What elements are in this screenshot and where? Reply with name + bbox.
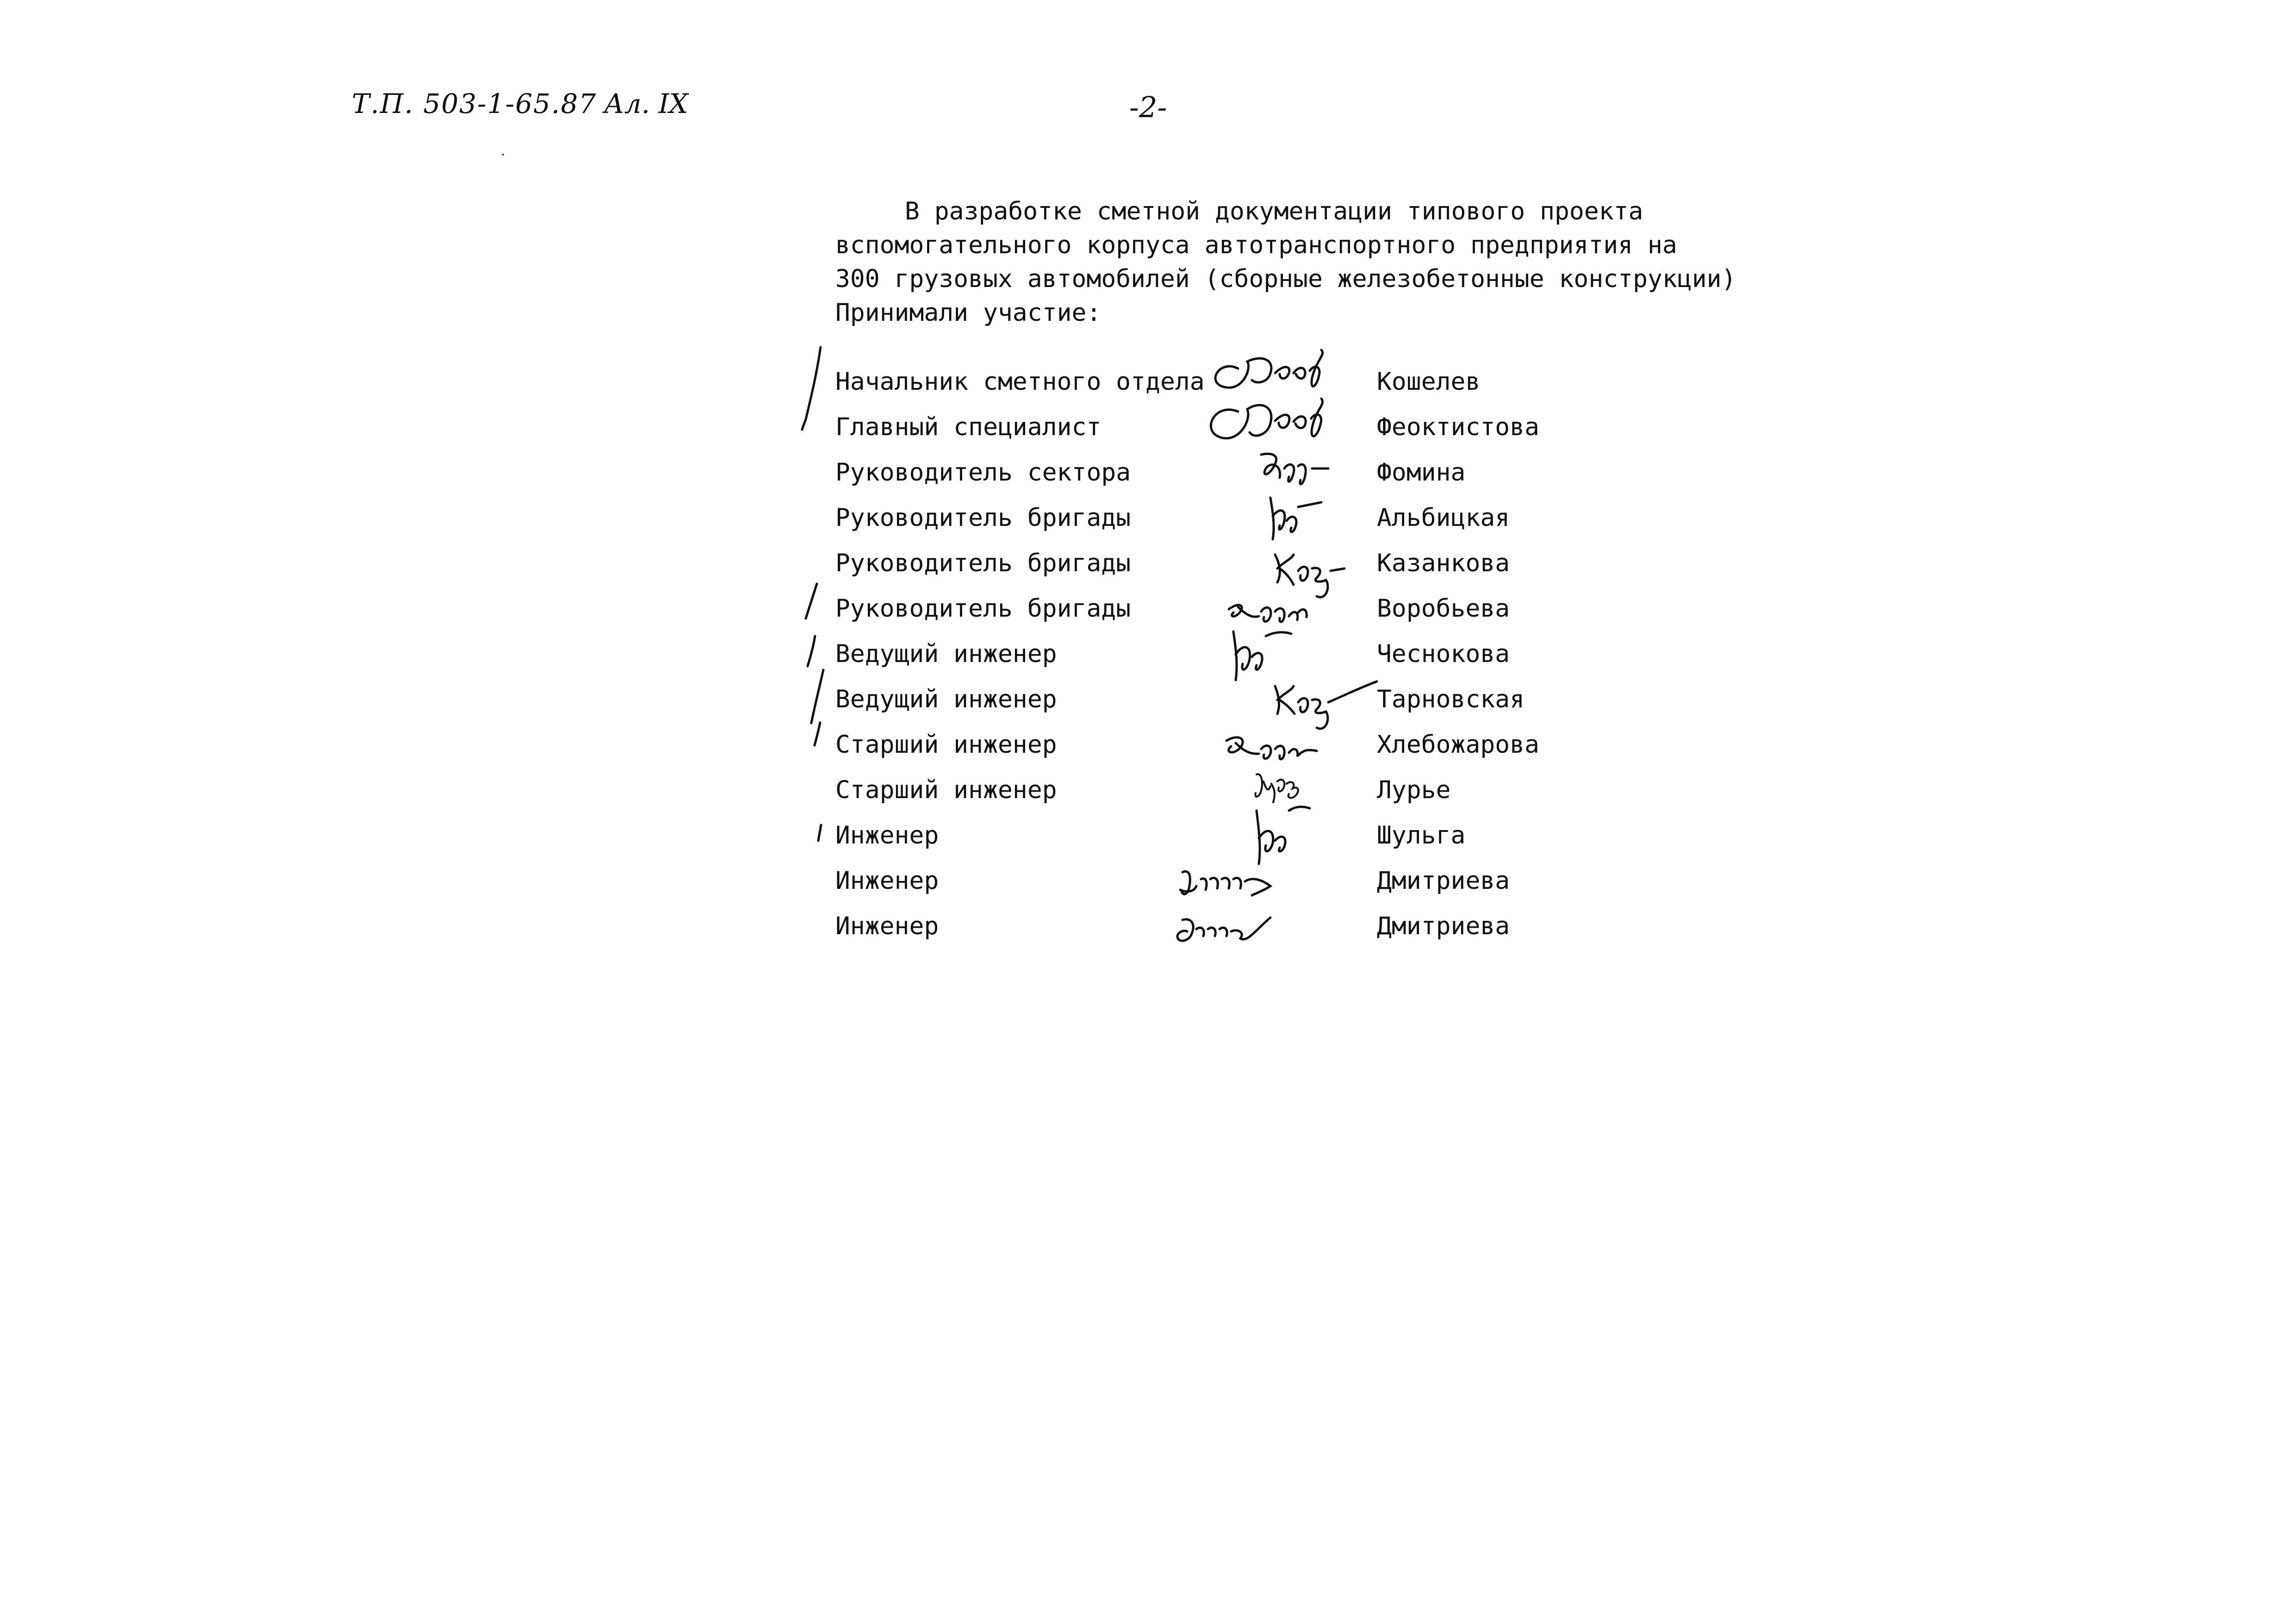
intro-line-1: В разработке сметной документации типового проекта — [905, 197, 1643, 225]
staff-role: Главный специалист — [835, 413, 1101, 441]
staff-name: Дмитриева — [1377, 912, 1510, 940]
check-mark-icon — [808, 668, 826, 728]
check-mark-icon — [803, 581, 821, 623]
document-code: Т.П. 503-1-65.87 — [352, 88, 597, 119]
staff-name: Феоктистова — [1377, 413, 1539, 441]
staff-name: Лурье — [1377, 776, 1451, 804]
staff-row — [835, 450, 1576, 495]
staff-role: Старший инженер — [835, 731, 1057, 759]
sheet-code: Ал. IX — [604, 88, 688, 119]
intro-line-3: 300 грузовых автомобилей (сборные железобетонные конструкции) — [835, 265, 1736, 293]
staff-role: Начальник сметного отдела — [835, 368, 1205, 396]
staff-role: Старший инженер — [835, 776, 1057, 804]
staff-role: Руководитель сектора — [835, 458, 1131, 487]
check-mark-icon — [798, 345, 826, 433]
staff-row — [835, 858, 1576, 904]
staff-row — [835, 768, 1576, 813]
staff-name: Дмитриева — [1377, 867, 1510, 895]
staff-role: Руководитель бригады — [835, 549, 1131, 577]
signature-text: Феоф — [1206, 319, 1265, 347]
staff-row — [835, 586, 1576, 631]
staff-row — [835, 677, 1576, 722]
staff-row — [835, 722, 1576, 768]
staff-name: Шульга — [1377, 821, 1466, 849]
intro-line-2: вспомогательного корпуса автотранспортного предприятия на — [835, 231, 1677, 259]
intro-line-4: Принимали участие: — [835, 299, 1101, 327]
check-mark-icon — [815, 822, 824, 845]
staff-name: Фомина — [1377, 458, 1466, 487]
staff-role: Инженер — [835, 821, 939, 849]
staff-role: Ведущий инженер — [835, 640, 1057, 668]
staff-row — [835, 541, 1576, 586]
staff-row — [835, 813, 1576, 858]
staff-role: Руководитель бригады — [835, 504, 1131, 532]
check-mark-icon — [810, 720, 824, 752]
staff-name: Чеснокова — [1377, 640, 1510, 668]
staff-name: Кошелев — [1377, 368, 1481, 396]
page-number: -2- — [1129, 90, 1167, 124]
check-mark-icon — [803, 631, 821, 673]
staff-row — [835, 405, 1576, 450]
staff-row — [835, 495, 1576, 541]
staff-name: Тарновская — [1377, 685, 1525, 713]
staff-name: Воробьева — [1377, 594, 1510, 623]
staff-role: Инженер — [835, 912, 939, 940]
staff-name: Казанкова — [1377, 549, 1510, 577]
dot-mark — [502, 154, 504, 156]
staff-name: Альбицкая — [1377, 504, 1510, 532]
signature-icon — [1164, 901, 1340, 971]
staff-role: Руководитель бригады — [835, 594, 1131, 623]
staff-name: Хлебожарова — [1377, 731, 1539, 759]
intro-paragraph — [835, 194, 1736, 330]
staff-role: Ведущий инженер — [835, 685, 1057, 713]
staff-row — [835, 904, 1576, 949]
staff-row — [835, 631, 1576, 677]
staff-role: Инженер — [835, 867, 939, 895]
